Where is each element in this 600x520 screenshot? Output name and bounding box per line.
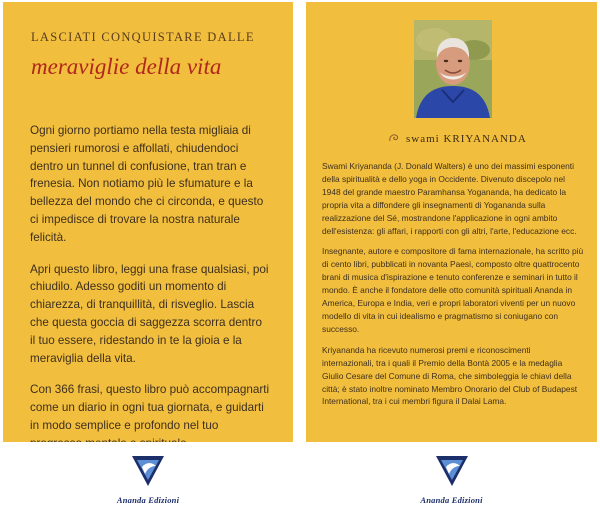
bio-paragraph-3: Kriyananda ha ricevuto numerosi premi e riconoscimenti internazionali, tra i quali il Premio della Bontà 2005 e la medaglia Giulio Cesare del Comune di Roma, che simboleggia le chiavi della città; è stato inoltre nominato Membro Onorario del Club of Budapest International, tra i cui membri figura il Dalai Lama. xyxy=(322,344,578,407)
author-portrait-icon xyxy=(414,20,492,118)
ananda-logo-icon xyxy=(128,450,168,490)
left-description xyxy=(30,122,270,467)
publisher-name: Ananda Edizioni xyxy=(420,495,483,505)
author-prefix: swami xyxy=(406,133,440,145)
title-line-1: LASCIATI CONQUISTARE DALLE xyxy=(31,30,255,44)
left-flap xyxy=(3,2,293,518)
right-footer xyxy=(306,442,597,518)
swirl-ornament-icon xyxy=(388,132,400,144)
author-surname: KRIYANANDA xyxy=(443,133,527,145)
publisher-name: Ananda Edizioni xyxy=(116,495,180,505)
author-photo xyxy=(414,20,492,118)
ananda-logo-icon xyxy=(432,450,472,490)
bio-paragraph-2: Insegnante, autore e compositore di fama internazionale, ha scritto più di cento libri, pubblicati in novanta Paesi, composto oltre quattrocento brani di musica d'ispirazione e tenuto conferenze e seminari in tutto il mondo. È anche il fondatore delle otto comunità spirituali Ananda in America, Europa e India, veri e propri laboratori viventi per un nuovo modello di vita in cui idealismo e pragmatismo si coniugano con successo. xyxy=(322,246,584,334)
right-flap xyxy=(306,2,597,518)
bio-paragraph-1: Swami Kriyananda (J. Donald Walters) è uno dei massimi esponenti della spiritualità e dello yoga in Occidente. Divenuto discepolo nel 1948 del grande maestro Paramhansa Yogananda, ha dedicato la propria vita a diffondere gli insegnamenti di Yogananda sulla realizzazione del Sé, mostrandone l'applicazione in ogni ambito dell'esistenza: gli affari, i rapporti con gli altri, l'arte, l'educazione ecc. xyxy=(322,161,577,236)
title-line-2: meraviglie della vita xyxy=(31,54,222,79)
left-footer xyxy=(3,442,293,518)
author-name xyxy=(406,133,527,145)
author-biography xyxy=(322,160,584,416)
left-paragraph-1: Ogni giorno portiamo nella testa migliaia di pensieri rumorosi e affollati, chiudendoci dentro un tunnel di confusione, tran tran e frenesia. Non notiamo più le sfumature e la bellezza del mondo che ci circonda, e questo ci impedisce di trovare la nostra naturale felicità. xyxy=(30,124,264,244)
left-paragraph-2: Apri questo libro, leggi una frase qualsiasi, poi chiudilo. Adesso goditi un momento di chiarezza, di tranquillità, di risveglio. Lascia che questa goccia di saggezza scorra dentro il tuo essere, ridestando in te la gioia e la meraviglia della vita. xyxy=(30,262,269,365)
left-paragraph-3: Con 366 frasi, questo libro può accompagnarti come un diario in ogni tua giornata, e guidarti in modo semplice e profondo nel tuo xyxy=(30,383,270,432)
